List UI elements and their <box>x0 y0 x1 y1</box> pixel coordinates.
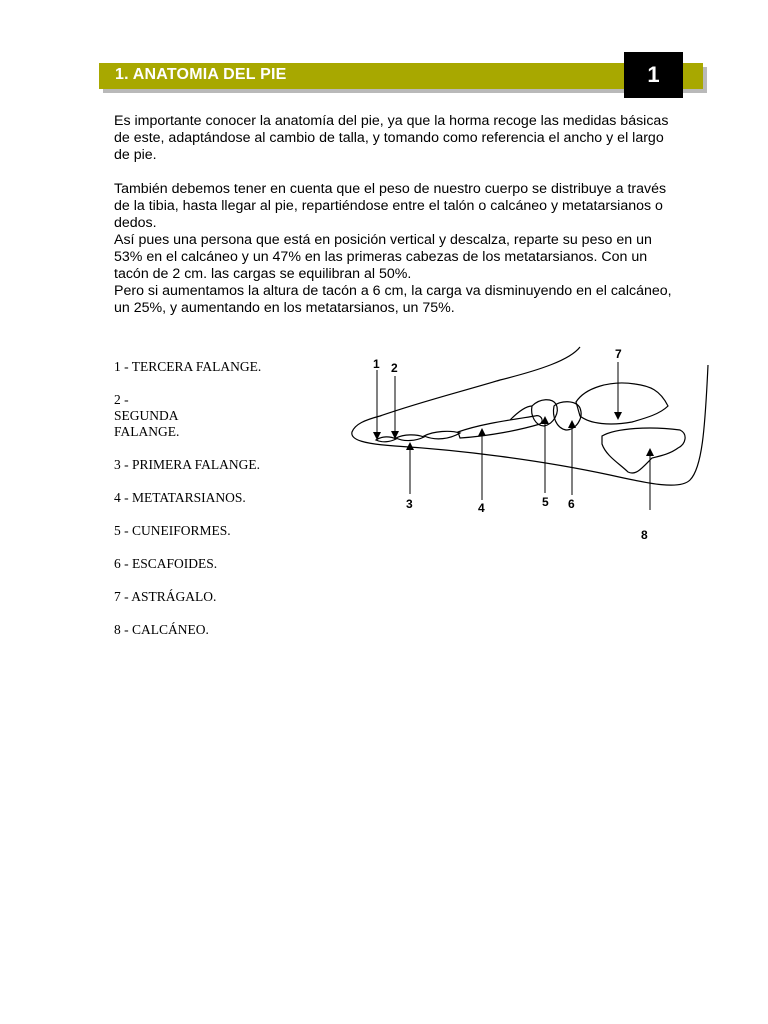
figure-label: 7 <box>615 347 622 361</box>
calcaneus-bone <box>602 428 685 473</box>
bone-legend <box>114 359 261 655</box>
foot-outline <box>352 347 708 485</box>
legend-item: 7 - ASTRÁGALO. <box>114 589 217 604</box>
talus-bone <box>576 383 668 424</box>
section-header <box>99 63 703 89</box>
figure-label: 3 <box>406 497 413 511</box>
paragraph-2 <box>114 181 734 317</box>
figure-label: 8 <box>641 528 648 542</box>
paragraph-line: dedos. <box>114 215 157 231</box>
legend-item: 5 - CUNEIFORMES. <box>114 523 231 538</box>
legend-item: 3 - PRIMERA FALANGE. <box>114 457 261 472</box>
paragraph-line: También debemos tener en cuenta que el peso de nuestro cuerpo se distribuye a través <box>114 181 667 197</box>
first-phalanx-bone <box>424 431 460 439</box>
third-phalanx-bone <box>376 437 396 442</box>
section-title: 1. ANATOMIA DEL PIE <box>115 66 287 83</box>
paragraph-1 <box>114 113 734 164</box>
paragraph-line: un 25%, y aumentando en los metatarsianos, un 75%. <box>114 300 455 316</box>
legend-item: 1 - TERCERA FALANGE. <box>114 359 262 374</box>
paragraph-line: de pie. <box>114 147 157 163</box>
paragraph-line: 53% en el calcáneo y un 47% en las primeras cabezas de los metatarsianos. Con un <box>114 249 648 265</box>
paragraph-line: Así pues una persona que está en posición vertical y descalza, reparte su peso en un <box>114 232 652 248</box>
legend-item: 4 - METATARSIANOS. <box>114 490 246 505</box>
figure-label: 1 <box>373 357 380 371</box>
legend-item: 8 - CALCÁNEO. <box>114 622 209 637</box>
page-number-badge: 1 <box>624 52 683 98</box>
legend-item: 2 - SEGUNDA FALANGE. <box>114 392 180 439</box>
paragraph-line: tacón de 2 cm. las cargas se equilibran al 50%. <box>114 266 412 282</box>
metatarsal-bone <box>458 416 542 438</box>
paragraph-line: de este, adaptándose al cambio de talla, y tomando como referencia el ancho y el largo <box>114 130 664 146</box>
figure-label: 5 <box>542 495 549 509</box>
foot-anatomy-diagram <box>340 340 740 550</box>
figure-label: 4 <box>478 501 485 515</box>
paragraph-line: Pero si aumentamos la altura de tacón a 6 cm, la carga va disminuyendo en el calcáneo, <box>114 283 672 299</box>
paragraph-line: de la tibia, hasta llegar al pie, repartiéndose entre el talón o calcáneo y metatarsianos o <box>114 198 663 214</box>
second-phalanx-bone <box>396 435 424 441</box>
figure-label: 2 <box>391 361 398 375</box>
paragraph-line: Es importante conocer la anatomía del pie, ya que la horma recoge las medidas básicas <box>114 113 669 129</box>
figure-label: 6 <box>568 497 575 511</box>
legend-item: 6 - ESCAFOIDES. <box>114 556 218 571</box>
